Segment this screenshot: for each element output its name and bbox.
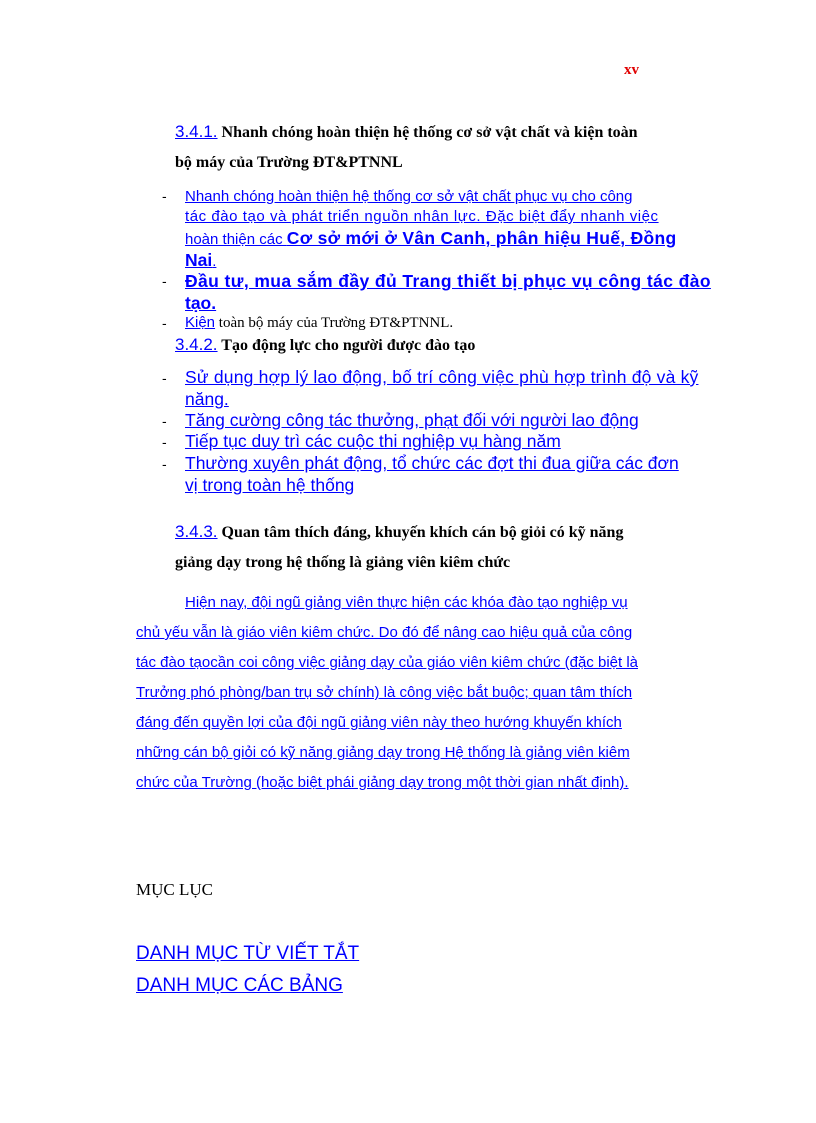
- paragraph-line[interactable]: đáng đến quyền lợi của đội ngũ giảng viên này theo hướng khuyến khích: [136, 714, 622, 731]
- paragraph-line[interactable]: Hiện nay, đội ngũ giảng viên thực hiện các khóa đào tạo nghiệp vụ: [185, 594, 628, 611]
- section-title-cont: bộ máy của Trường ĐT&PTNNL: [175, 154, 403, 171]
- section-title: Quan tâm thích đáng, khuyến khích cán bộ giỏi có kỹ năng: [221, 524, 624, 541]
- toc-link-tables[interactable]: DANH MỤC CÁC BẢNG: [136, 975, 343, 996]
- section-number-link[interactable]: 3.4.2.: [175, 335, 218, 354]
- section-heading-3-4-2: [175, 335, 475, 355]
- bullet-dash: -: [162, 370, 167, 386]
- period: .: [212, 253, 217, 270]
- list-item-text[interactable]: hoàn thiện các: [185, 231, 287, 248]
- bullet-dash: -: [162, 188, 167, 204]
- bullet-dash: -: [162, 456, 167, 472]
- list-item-line[interactable]: Tăng cường công tác thưởng, phạt đối với người lao động: [185, 410, 639, 430]
- list-item-line[interactable]: Nhanh chóng hoàn thiện hệ thống cơ sở vật chất phục vụ cho công: [185, 188, 633, 205]
- bullet-dash: -: [162, 413, 167, 429]
- section-title: Tạo động lực cho người được đào tạo: [221, 337, 476, 354]
- list-item-line[interactable]: Sử dụng hợp lý lao động, bố trí công việc phù hợp trình độ và kỹ: [185, 367, 699, 387]
- list-item-line[interactable]: tạo.: [185, 293, 217, 313]
- paragraph-line[interactable]: những cán bộ giỏi có kỹ năng giảng dạy trong Hệ thống là giảng viên kiêm: [136, 744, 630, 761]
- bullet-dash: -: [162, 315, 167, 331]
- list-item-line[interactable]: Thường xuyên phát động, tổ chức các đợt thi đua giữa các đơn: [185, 453, 679, 473]
- list-item-line[interactable]: Đầu tư, mua sắm đầy đủ Trang thiết bị phục vụ công tác đào: [185, 271, 711, 291]
- bullet-dash: -: [162, 434, 167, 450]
- section-heading-3-4-3: [175, 522, 623, 542]
- list-item-line[interactable]: [185, 228, 676, 249]
- list-item-line[interactable]: tác đào tạo và phát triển nguồn nhân lực. Đặc biệt đẩy nhanh việc: [185, 208, 659, 225]
- section-number-link[interactable]: 3.4.3.: [175, 522, 218, 541]
- section-number-link[interactable]: 3.4.1.: [175, 122, 218, 141]
- paragraph-line[interactable]: chủ yếu vẫn là giáo viên kiêm chức. Do đó để nâng cao hiệu quả của công: [136, 624, 633, 641]
- list-item-bold-text[interactable]: Nai: [185, 250, 213, 270]
- list-item-line: [185, 314, 453, 332]
- toc-heading: MỤC LỤC: [136, 880, 213, 899]
- section-title: Nhanh chóng hoàn thiện hệ thống cơ sở vật chất và kiện toàn: [221, 124, 638, 141]
- list-item-bold-text[interactable]: Cơ sở mới ở Vân Canh, phân hiệu Huế, Đồng: [286, 228, 677, 248]
- list-item-line[interactable]: vị trong toàn hệ thống: [185, 475, 355, 495]
- bullet-dash: -: [162, 273, 167, 289]
- paragraph-line[interactable]: chức của Trường (hoặc biệt phái giảng dạy trong một thời gian nhất định).: [136, 774, 629, 791]
- list-item-line[interactable]: [185, 250, 216, 271]
- section-heading-3-4-1: [175, 122, 638, 142]
- paragraph-line[interactable]: tác đào tạocần coi công việc giảng dạy của giáo viên kiêm chức (đặc biệt là: [136, 654, 639, 671]
- list-item-line[interactable]: Tiếp tục duy trì các cuộc thi nghiệp vụ hàng năm: [185, 431, 561, 451]
- toc-link-abbreviations[interactable]: DANH MỤC TỪ VIẾT TẮT: [136, 943, 360, 964]
- section-title-cont: giảng dạy trong hệ thống là giảng viên kiêm chức: [175, 554, 511, 571]
- list-item-link[interactable]: Kiện: [185, 314, 216, 331]
- page-number: xv: [624, 62, 639, 78]
- paragraph-line[interactable]: Trưởng phó phòng/ban trụ sở chính) là công việc bắt buộc; quan tâm thích: [136, 684, 633, 701]
- list-item-line[interactable]: năng.: [185, 389, 229, 409]
- list-item-text: toàn bộ máy của Trường ĐT&PTNNL.: [215, 315, 454, 331]
